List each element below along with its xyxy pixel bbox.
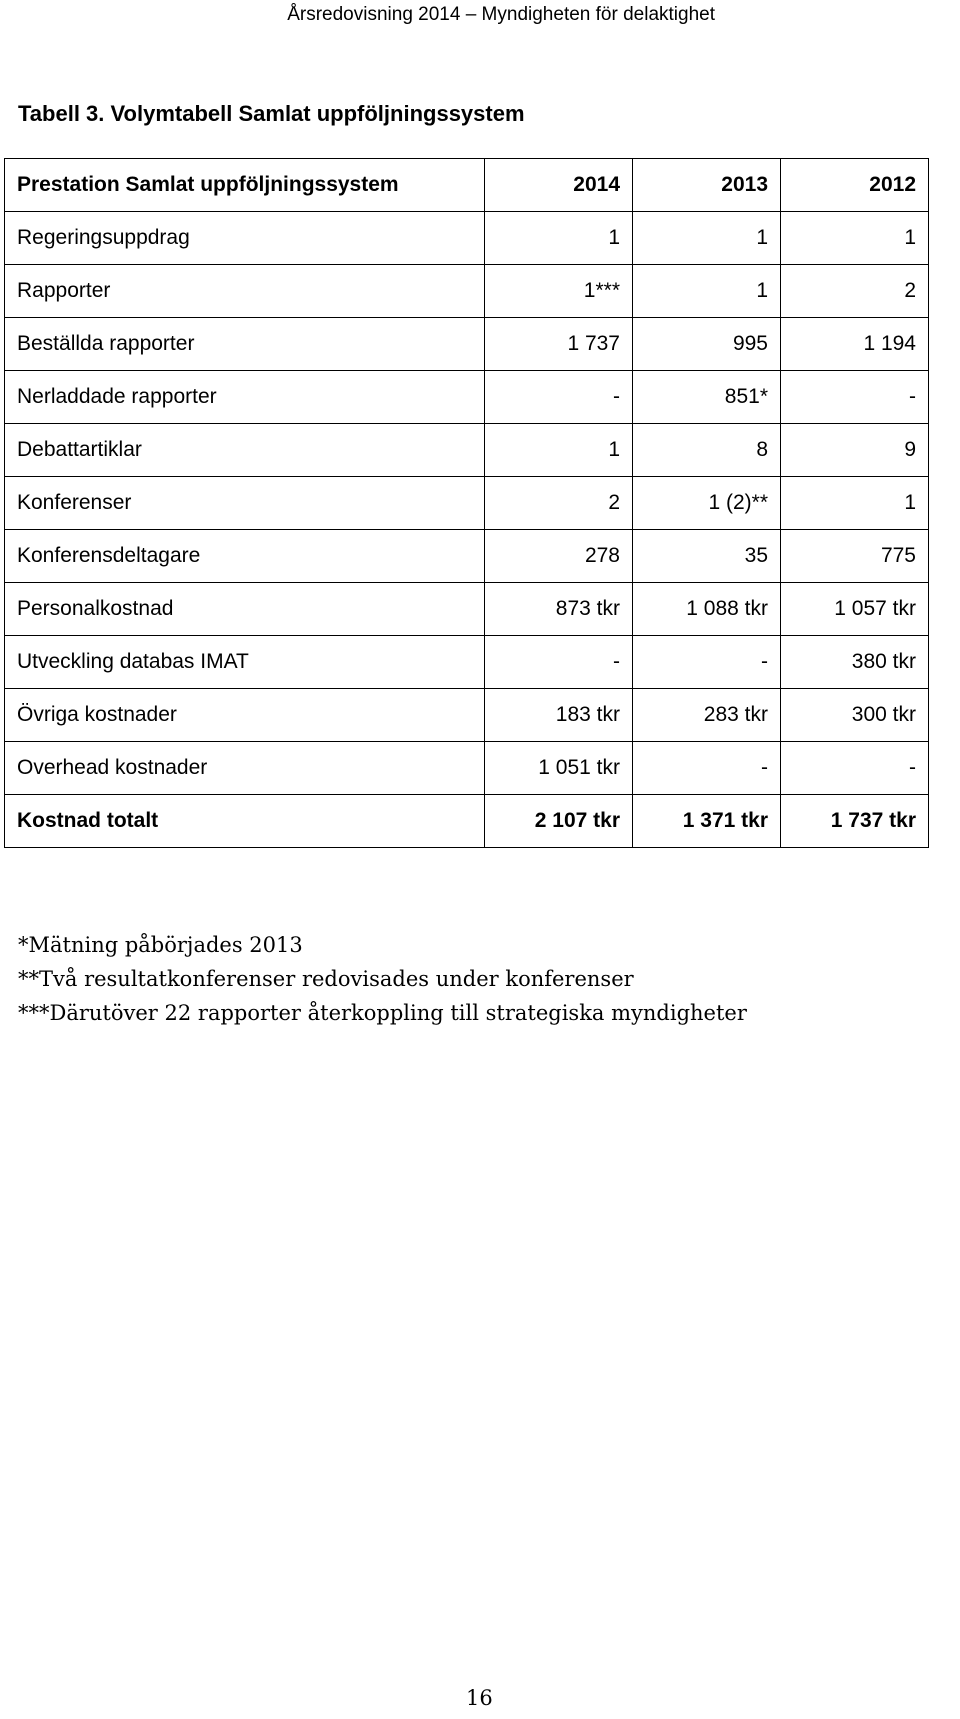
footnote: *Mätning påbörjades 2013 xyxy=(18,933,303,957)
table-total-row xyxy=(5,795,929,848)
row-label: Regeringsuppdrag xyxy=(5,212,485,265)
cell-2012: 1 194 xyxy=(781,318,929,371)
cell-2013: 283 tkr xyxy=(633,689,781,742)
row-label: Konferenser xyxy=(5,477,485,530)
cell-2014: 1*** xyxy=(485,265,633,318)
column-header-label: Prestation Samlat uppföljningssystem xyxy=(5,159,485,212)
cell-2014: - xyxy=(485,636,633,689)
table-row xyxy=(5,265,929,318)
cell-2012: 775 xyxy=(781,530,929,583)
cell-2014: 278 xyxy=(485,530,633,583)
row-label: Rapporter xyxy=(5,265,485,318)
footnote: ***Därutöver 22 rapporter återkoppling till strategiska myndigheter xyxy=(18,1001,747,1025)
table-header-row xyxy=(5,159,929,212)
table-row xyxy=(5,424,929,477)
running-header: Årsredovisning 2014 – Myndigheten för delaktighet xyxy=(287,4,715,25)
cell-2014: 1 xyxy=(485,212,633,265)
cell-2014: 183 tkr xyxy=(485,689,633,742)
cell-2012: - xyxy=(781,371,929,424)
total-label: Kostnad totalt xyxy=(5,795,485,848)
table-row xyxy=(5,636,929,689)
row-label: Beställda rapporter xyxy=(5,318,485,371)
cell-2012: 1 057 tkr xyxy=(781,583,929,636)
volume-table xyxy=(4,158,929,848)
column-header-2014: 2014 xyxy=(485,159,633,212)
row-label: Overhead kostnader xyxy=(5,742,485,795)
table-row xyxy=(5,530,929,583)
cell-2013: 1 xyxy=(633,265,781,318)
footnote: **Två resultatkonferenser redovisades under konferenser xyxy=(18,967,634,991)
cell-2012: - xyxy=(781,742,929,795)
cell-2012: 300 tkr xyxy=(781,689,929,742)
row-label: Personalkostnad xyxy=(5,583,485,636)
total-2014: 2 107 tkr xyxy=(485,795,633,848)
cell-2014: 2 xyxy=(485,477,633,530)
page-number: 16 xyxy=(466,1686,493,1710)
cell-2013: 1 (2)** xyxy=(633,477,781,530)
total-2013: 1 371 tkr xyxy=(633,795,781,848)
cell-2013: 1 088 tkr xyxy=(633,583,781,636)
column-header-2012: 2012 xyxy=(781,159,929,212)
cell-2012: 380 tkr xyxy=(781,636,929,689)
table-row xyxy=(5,689,929,742)
table-row xyxy=(5,477,929,530)
cell-2014: 873 tkr xyxy=(485,583,633,636)
cell-2012: 1 xyxy=(781,477,929,530)
cell-2013: 995 xyxy=(633,318,781,371)
cell-2013: - xyxy=(633,742,781,795)
table-row xyxy=(5,583,929,636)
cell-2013: - xyxy=(633,636,781,689)
cell-2012: 1 xyxy=(781,212,929,265)
cell-2014: 1 xyxy=(485,424,633,477)
cell-2014: - xyxy=(485,371,633,424)
column-header-2013: 2013 xyxy=(633,159,781,212)
cell-2013: 1 xyxy=(633,212,781,265)
cell-2013: 8 xyxy=(633,424,781,477)
table-row xyxy=(5,212,929,265)
cell-2013: 35 xyxy=(633,530,781,583)
cell-2014: 1 737 xyxy=(485,318,633,371)
total-2012: 1 737 tkr xyxy=(781,795,929,848)
table-row xyxy=(5,371,929,424)
footnotes xyxy=(18,928,747,1030)
row-label: Övriga kostnader xyxy=(5,689,485,742)
table-caption: Tabell 3. Volymtabell Samlat uppföljningssystem xyxy=(18,101,525,126)
row-label: Utveckling databas IMAT xyxy=(5,636,485,689)
row-label: Debattartiklar xyxy=(5,424,485,477)
cell-2014: 1 051 tkr xyxy=(485,742,633,795)
row-label: Nerladdade rapporter xyxy=(5,371,485,424)
cell-2012: 9 xyxy=(781,424,929,477)
table-row xyxy=(5,318,929,371)
table-row xyxy=(5,742,929,795)
row-label: Konferensdeltagare xyxy=(5,530,485,583)
cell-2013: 851* xyxy=(633,371,781,424)
cell-2012: 2 xyxy=(781,265,929,318)
